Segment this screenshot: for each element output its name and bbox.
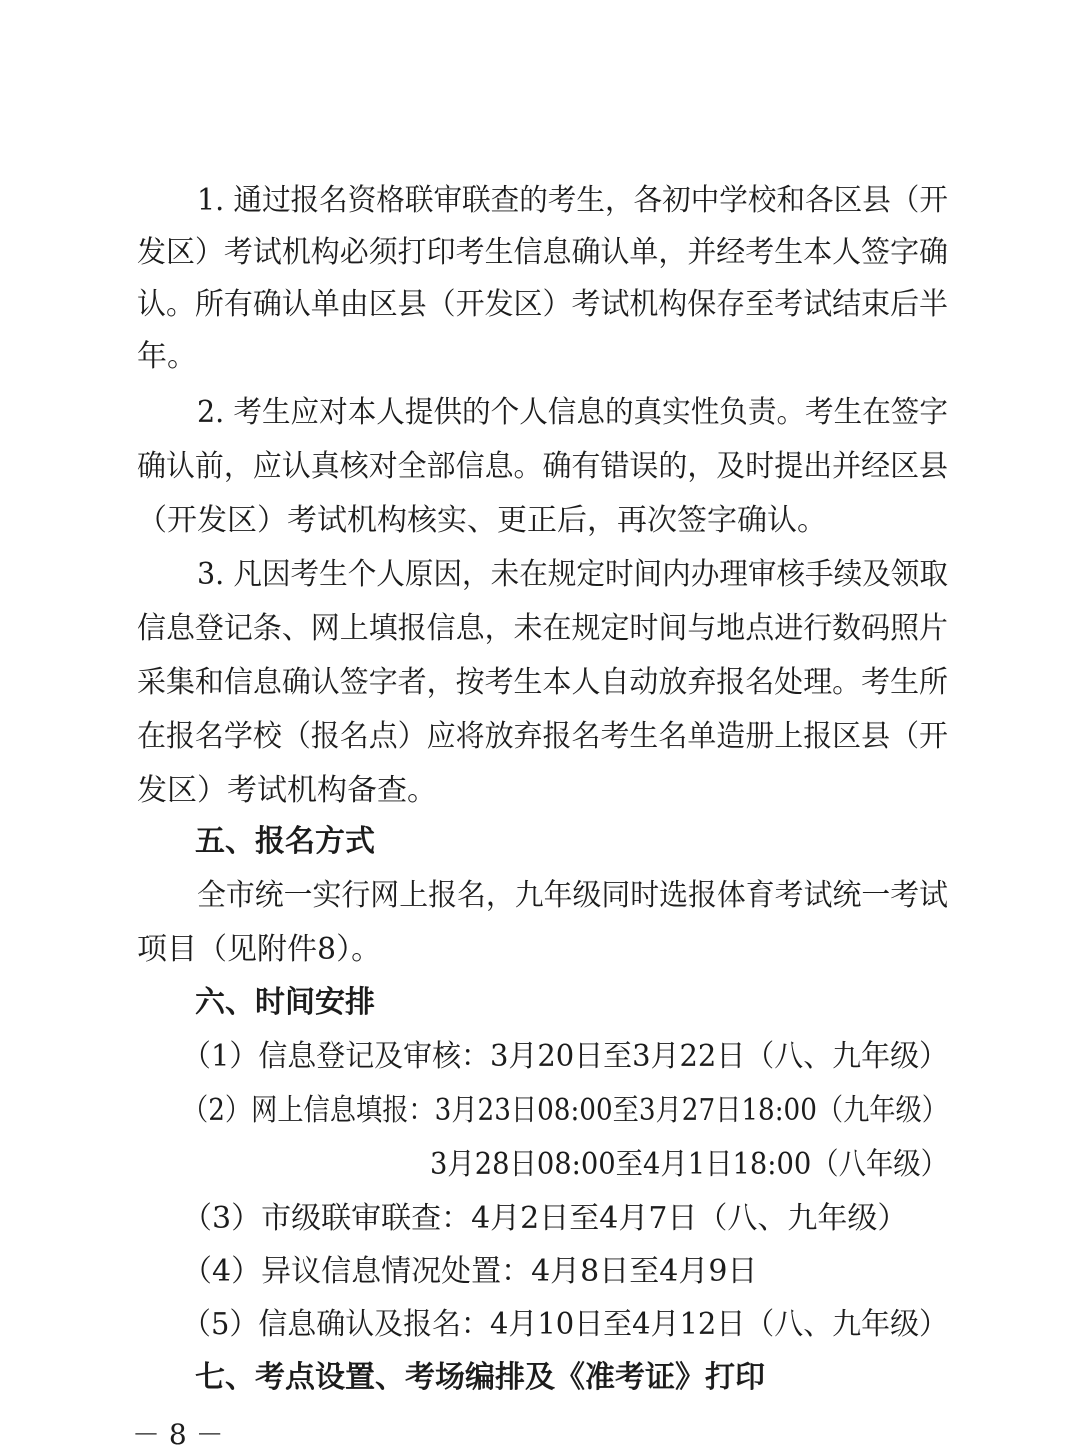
schedule-item-5: （5）信息确认及报名：4月10日至4月12日（八、九年级） — [182, 1307, 948, 1342]
section-5-heading: 五、报名方式 — [195, 824, 375, 859]
paragraph-3-line-2: 信息登记条、网上填报信息，未在规定时间与地点进行数码照片 — [137, 611, 949, 646]
paragraph-3-line-4: 在报名学校（报名点）应将放弃报名考生名单造册上报区县（开 — [137, 719, 949, 754]
schedule-item-1: （1）信息登记及审核：3月20日至3月22日（八、九年级） — [182, 1039, 948, 1074]
paragraph-2-line-2: 确认前，应认真核对全部信息。确有错误的，及时提出并经区县 — [137, 449, 949, 484]
page-number: － 8 － — [132, 1418, 224, 1451]
paragraph-1-line-2: 发区）考试机构必须打印考生信息确认单，并经考生本人签字确 — [137, 235, 949, 270]
section-5-line-2: 项目（见附件8）。 — [137, 932, 382, 967]
paragraph-3-line-1: 3. 凡因考生个人原因，未在规定时间内办理审核手续及领取 — [197, 557, 948, 592]
paragraph-3-line-5: 发区）考试机构备查。 — [137, 773, 437, 808]
paragraph-2-line-3: （开发区）考试机构核实、更正后，再次签字确认。 — [137, 503, 827, 538]
section-7-heading: 七、考点设置、考场编排及《准考证》打印 — [195, 1360, 765, 1395]
paragraph-3-line-3: 采集和信息确认签字者，按考生本人自动放弃报名处理。考生所 — [137, 665, 949, 700]
schedule-item-4: （4）异议信息情况处置：4月8日至4月9日 — [182, 1254, 758, 1289]
paragraph-2-line-1: 2. 考生应对本人提供的个人信息的真实性负责。考生在签字 — [197, 395, 948, 430]
paragraph-1-line-3: 认。所有确认单由区县（开发区）考试机构保存至考试结束后半 — [137, 287, 949, 322]
paragraph-1-line-4: 年。 — [137, 339, 197, 374]
section-5-line-1: 全市统一实行网上报名，九年级同时选报体育考试统一考试 — [197, 878, 948, 913]
paragraph-1-line-1: 1. 通过报名资格联审联查的考生，各初中学校和各区县（开 — [197, 183, 948, 218]
schedule-item-3: （3）市级联审联查：4月2日至4月7日（八、九年级） — [182, 1201, 908, 1236]
section-6-heading: 六、时间安排 — [195, 985, 375, 1020]
schedule-item-2: （2）网上信息填报：3月23日08:00至3月27日18:00（九年级） — [182, 1093, 949, 1128]
schedule-item-2-continued: 3月28日08:00至4月1日18:00（八年级） — [430, 1147, 949, 1182]
